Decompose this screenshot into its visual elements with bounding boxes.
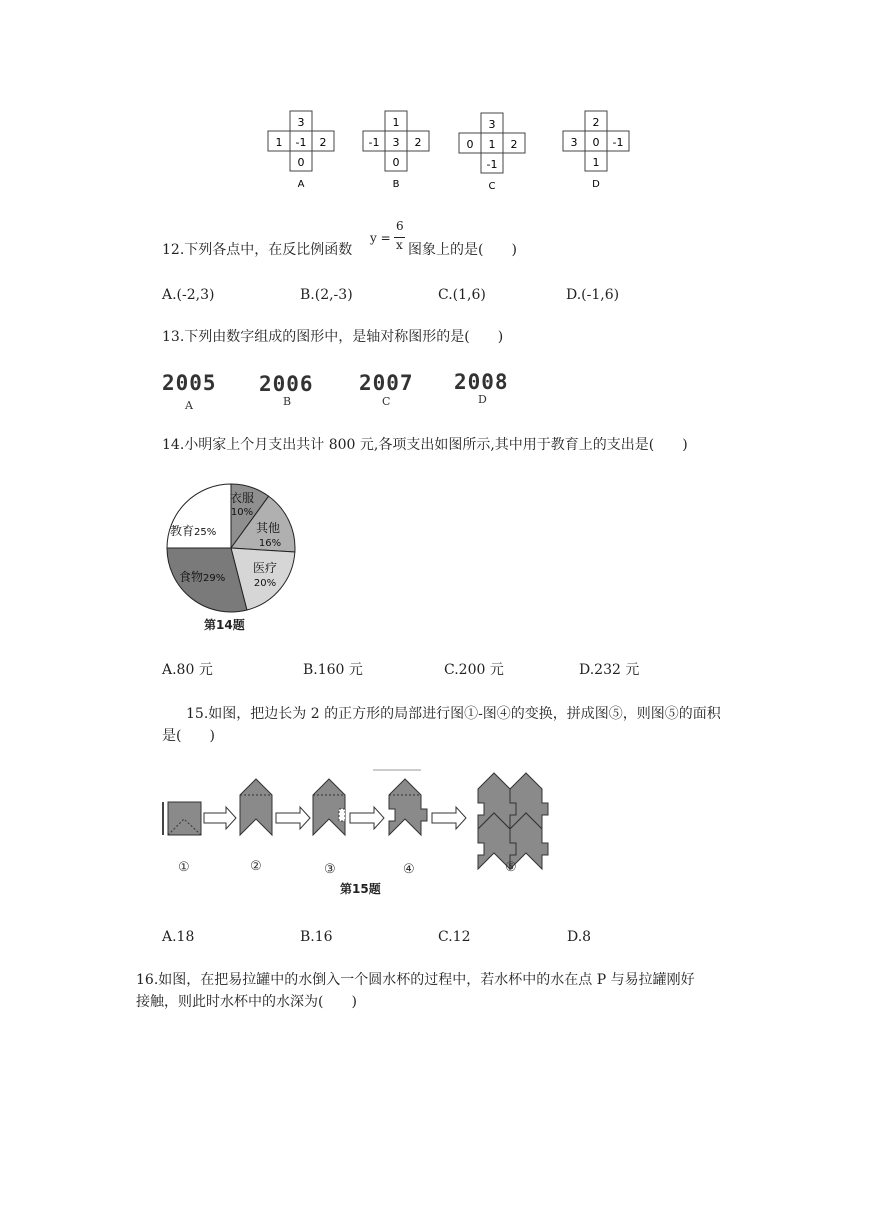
q12-question-start: 12.下列各点中，在反比例函数 xyxy=(162,242,353,258)
pie-slice-4 xyxy=(167,484,231,548)
net-d-right: -1 xyxy=(612,136,624,149)
q13-figure-b-number: 2006 xyxy=(259,372,314,396)
q15-fig4 xyxy=(389,779,427,835)
net-b-center: 3 xyxy=(392,136,400,149)
q15-arrow3 xyxy=(350,807,384,829)
net-a-left: 1 xyxy=(275,136,283,149)
q15-label-5: ⑤ xyxy=(505,860,517,875)
q15-option-c: C.12 xyxy=(438,929,471,945)
q14-option-d: D.232 元 xyxy=(579,662,640,678)
q14-question: 14.小明家上个月支出共计 800 元,各项支出如图所示,其中用于教育上的支出是( ) xyxy=(162,437,688,453)
net-b-label: B xyxy=(392,179,400,190)
q15-arrow1 xyxy=(204,807,236,829)
q14-option-c: C.200 元 xyxy=(444,662,504,678)
net-a-label: A xyxy=(297,179,305,190)
pie-label-medical-name: 医疗 xyxy=(252,561,278,575)
q15-question-line2: 是( ) xyxy=(162,728,215,744)
q12-func-denominator: x xyxy=(396,238,403,252)
net-b-right: 2 xyxy=(414,136,422,149)
q13-question: 13.下列由数字组成的图形中，是轴对称图形的是( ) xyxy=(162,329,504,345)
q15-fig2 xyxy=(240,779,272,835)
q12-option-d: D.(-1,6) xyxy=(566,287,620,303)
net-d-top: 2 xyxy=(592,116,600,129)
q15-label-1: ① xyxy=(178,860,190,875)
q14-option-a: A.80 元 xyxy=(162,662,213,678)
net-b xyxy=(363,111,429,190)
net-b-bottom: 0 xyxy=(392,156,400,169)
q15-fig3 xyxy=(313,779,345,835)
q13-figure-c-label: C xyxy=(382,395,391,408)
q15-fig1 xyxy=(163,802,201,835)
net-c-bottom: -1 xyxy=(486,158,498,171)
net-d-left: 3 xyxy=(570,136,578,149)
q15-figure-caption: 第15题 xyxy=(340,882,381,896)
q14-option-b: B.160 元 xyxy=(303,662,363,678)
net-b-left: -1 xyxy=(368,136,380,149)
q13-figure-a-number: 2005 xyxy=(162,371,217,395)
q13-figure-a-label: A xyxy=(185,399,193,412)
pie-label-clothing-name: 衣服 xyxy=(229,491,255,505)
q12-option-c: C.(1,6) xyxy=(438,287,486,303)
q15-label-2: ② xyxy=(250,859,262,874)
q15-fig5 xyxy=(478,773,548,869)
q15-option-b: B.16 xyxy=(300,929,333,945)
net-c-left: 0 xyxy=(466,138,474,151)
net-a-bottom: 0 xyxy=(297,156,305,169)
net-c-label: C xyxy=(488,181,496,192)
q15-label-3: ③ xyxy=(324,862,336,877)
pie-label-education-name: 教育 xyxy=(170,524,195,538)
net-d-center: 0 xyxy=(592,136,600,149)
net-c-top: 3 xyxy=(488,118,496,131)
q15-label-4: ④ xyxy=(403,862,415,877)
q15-arrow2 xyxy=(276,807,310,829)
q12-question-end: 图象上的是( ) xyxy=(408,242,517,258)
q11-nets-figure xyxy=(260,108,640,196)
net-c xyxy=(459,113,525,192)
q14-chart-caption: 第14题 xyxy=(204,618,245,632)
q15-option-d: D.8 xyxy=(567,929,592,945)
pie-label-other-name: 其他 xyxy=(255,521,281,535)
q13-figure-c-number: 2007 xyxy=(359,371,414,395)
net-a-top: 3 xyxy=(297,116,305,129)
net-d xyxy=(563,111,629,190)
q14-pie-chart xyxy=(158,480,304,616)
q12-func-numerator: 6 xyxy=(396,219,404,233)
pie-label-medical-pct: 20% xyxy=(253,578,277,589)
net-c-right: 2 xyxy=(510,138,518,151)
pie-label-other-pct: 16% xyxy=(258,538,282,549)
q15-arrow4 xyxy=(432,807,466,829)
net-a-right: 2 xyxy=(319,136,327,149)
q16-question-line2: 接触，则此时水杯中的水深为( ) xyxy=(136,994,357,1010)
q15-transformation-figure xyxy=(158,765,558,885)
pie-label-education-pct: 25% xyxy=(194,527,217,538)
q16-question-line1: 16.如图，在把易拉罐中的水倒入一个圆水杯的过程中，若水杯中的水在点 P 与易拉罐刚好 xyxy=(136,972,695,988)
q12-option-a: A.(-2,3) xyxy=(162,287,215,303)
q15-question-line1: 15.如图，把边长为 2 的正方形的局部进行图①-图④的变换，拼成图⑤，则图⑤的面积 xyxy=(186,706,721,722)
q13-figure-d-label: D xyxy=(478,393,487,406)
q12-option-b: B.(2,-3) xyxy=(300,287,353,303)
net-c-center: 1 xyxy=(488,138,496,151)
net-d-bottom: 1 xyxy=(592,156,600,169)
q12-func-y: y = xyxy=(370,231,391,245)
pie-label-clothing-pct: 10% xyxy=(230,507,254,518)
q15-option-a: A.18 xyxy=(162,929,195,945)
pie-label-food-pct: 29% xyxy=(203,573,226,584)
q13-figure-b-label: B xyxy=(283,395,292,408)
net-b-top: 1 xyxy=(392,116,400,129)
net-a xyxy=(268,111,334,190)
pie-label-food-name: 食物 xyxy=(179,570,204,584)
net-a-center: -1 xyxy=(295,136,307,149)
q13-figure-d-number: 2008 xyxy=(454,370,509,394)
net-d-label: D xyxy=(592,179,600,190)
